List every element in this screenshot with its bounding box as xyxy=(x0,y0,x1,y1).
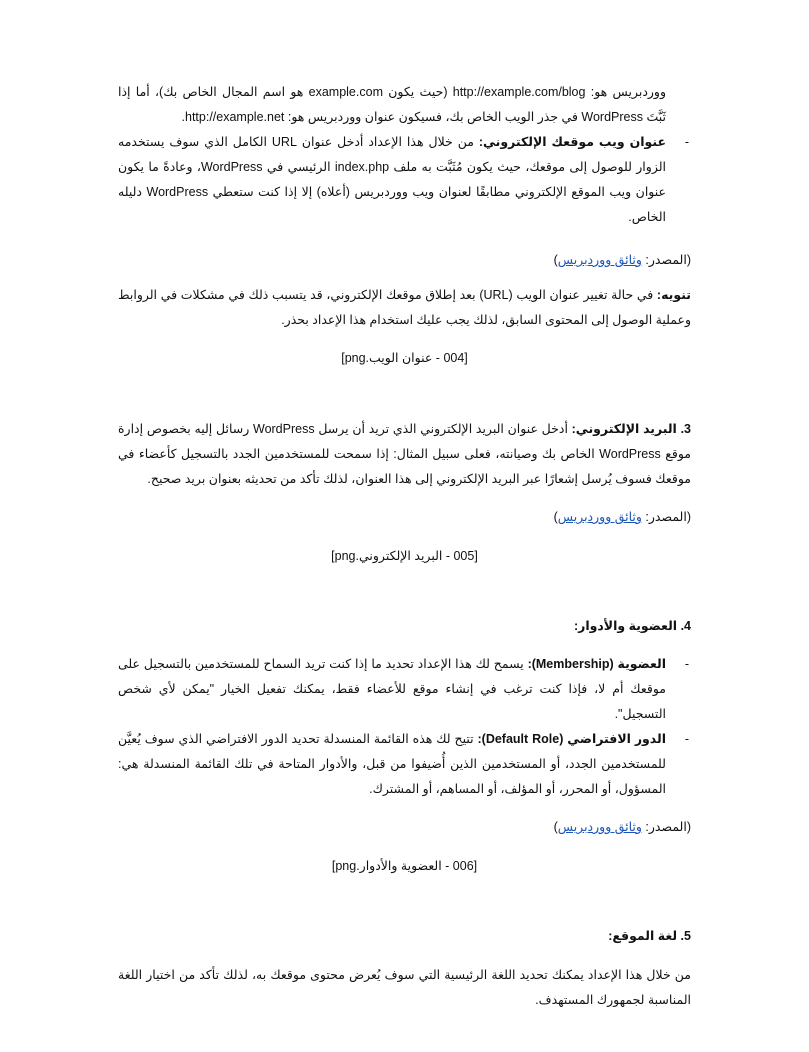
source-suffix: ) xyxy=(553,820,558,834)
membership-label: العضوية (Membership): xyxy=(527,657,666,671)
source-prefix: (المصدر: xyxy=(641,510,691,524)
email-label: 3. البريد الإلكتروني: xyxy=(571,422,691,436)
email-text: أدخل عنوان البريد الإلكتروني الذي تريد أن يرسل WordPress رسائل إليه بخصوص إدارة موقع WordPress الخاص بك وصيانته، فعلى سبيل المثال: إذا سمحت للمستخدمين الجدد بالتسجيل كأعضاء في موقعك فسوف يُرسل إشعارًا عبر البريد الإلكتروني إلى هذا العنوان، لذلك تأكد من تحديثه بعنوان بريد صحيح. xyxy=(118,422,691,486)
language-paragraph: من خلال هذا الإعداد يمكنك تحديد اللغة الرئيسية التي سوف يُعرض محتوى موقعك به، لذلك تأكد من اختيار اللغة المناسبة لجمهورك المستهدف. xyxy=(118,968,691,1007)
membership-text: يسمح لك هذا الإعداد تحديد ما إذا كنت تريد السماح للمستخدمين بالتسجيل على موقعك أم لا، فإذا كنت ترغب في إنشاء موقع للأعضاء فقط، يمكنك تفعيل الخيار "يمكن لأي شخص التسجيل". xyxy=(118,657,666,721)
source-link[interactable]: وثائق ووردبريس xyxy=(557,253,642,267)
caption-004: [004 - عنوان الويب.png] xyxy=(341,351,468,365)
language-heading: 5. لغة الموقع: xyxy=(608,929,691,943)
note-text: في حالة تغيير عنوان الويب (URL) بعد إطلاق موقعك الإلكتروني، قد يتسبب ذلك في مشكلات في الروابط وعملية الوصول إلى المحتوى السابق، لذلك يجب عليك استخدام هذا الإعداد بحذر. xyxy=(118,288,691,327)
caption-005: [005 - البريد الإلكتروني.png] xyxy=(331,549,478,563)
source-line xyxy=(118,248,691,273)
note-label: تنويه: xyxy=(656,288,691,302)
list-item-membership xyxy=(118,652,691,727)
default-role-label: الدور الافتراضي (Default Role): xyxy=(477,732,666,746)
site-address-text: من خلال هذا الإعداد أدخل عنوان URL الكامل الذي سوف يستخدمه الزوار للوصول إلى موقعك، حيث يكون مُثَبَّت به ملف index.php الرئيسي في WordPress، وعادةً ما يكون عنوان ويب الموقع الإلكتروني مطابقًا لعنوان ويب ووردبريس (أعلاه) إلا إذا كنت ستعطي WordPress دليله الخاص. xyxy=(118,135,666,224)
list-item-default-role xyxy=(118,727,691,802)
default-role-text: تتيح لك هذه القائمة المنسدلة تحديد الدور الافتراضي الذي سوف يُعيَّن للمستخدمين الجدد، أو المستخدمين الذين أُضيفوا من قبل، والأدوار المتاحة في تلك القائمة المنسدلة هي: المسؤول، أو المحرر، أو المؤلف، أو المساهم، أو المشترك. xyxy=(118,732,666,796)
source-line xyxy=(118,505,691,530)
caption-006: [006 - العضوية والأدوار.png] xyxy=(331,859,478,873)
source-link[interactable]: وثائق ووردبريس xyxy=(557,820,642,834)
source-link[interactable]: وثائق ووردبريس xyxy=(557,510,642,524)
source-line xyxy=(118,815,691,840)
email-paragraph xyxy=(118,417,691,492)
membership-heading: 4. العضوية والأدوار: xyxy=(573,619,691,633)
source-suffix: ) xyxy=(553,510,558,524)
source-prefix: (المصدر: xyxy=(641,253,691,267)
list-item-site-address xyxy=(118,130,691,230)
source-prefix: (المصدر: xyxy=(641,820,691,834)
site-address-label: عنوان ويب موقعك الإلكتروني: xyxy=(478,135,667,149)
site-address-list xyxy=(118,130,691,230)
note-paragraph xyxy=(118,283,691,333)
membership-list xyxy=(118,652,691,802)
source-suffix: ) xyxy=(553,253,558,267)
intro-paragraph: ووردبريس هو: http://example.com/blog (حيث يكون example.com هو اسم المجال الخاص بك)، أما إذا ثَبَّتَ WordPress في جذر الويب الخاص بك، فسيكون عنوان ووردبريس هو: http://example.net. xyxy=(118,85,666,124)
